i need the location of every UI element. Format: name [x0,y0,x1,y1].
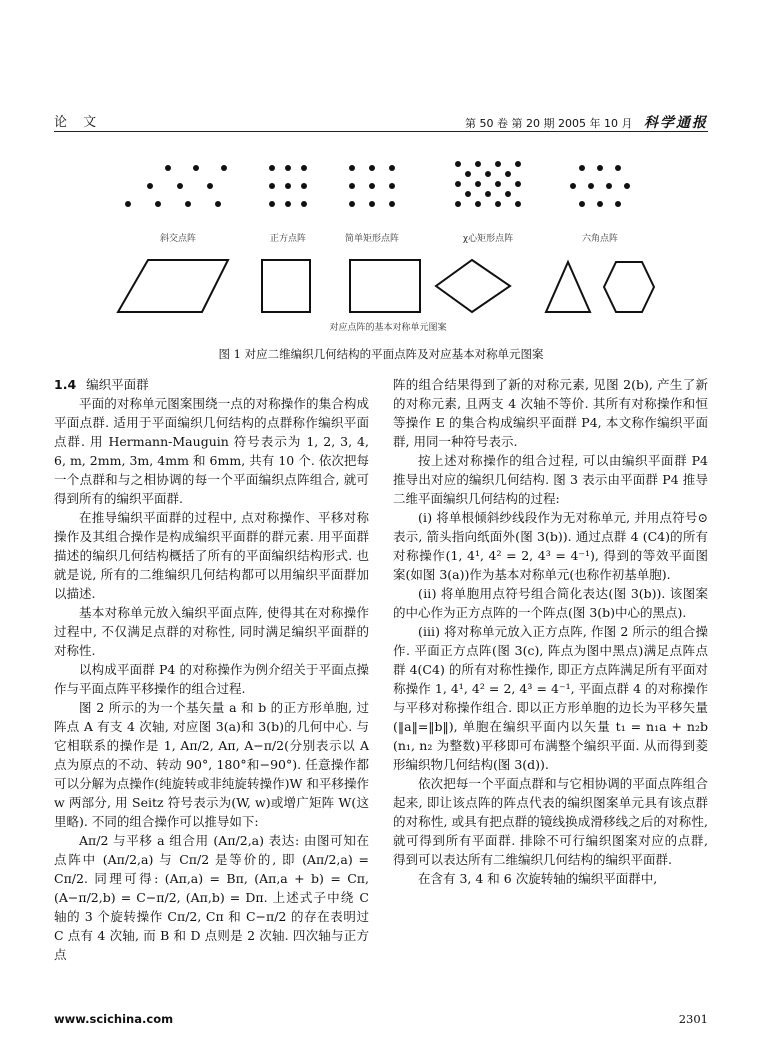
rectangular-lattice-dots [349,165,395,207]
issue-info [465,112,708,132]
page-number: 2301 [678,1012,708,1026]
paragraph: (ⅲ) 将对称单元放入正方点阵, 作图 2 所示的组合操作. 平面正方点阵(图 3(c), 阵点为图中黑点)满足点阵点群 4(C4) 的所有对称性操作, 即正方点阵满足所有平面对称操作 1, 4¹, 4² = 2, 4³ = 4⁻¹, 平面点群 4 的对称操作与平移对称操作组合. 即以正方形单胞的边长为平移矢量 (‖a‖=‖b‖), 单胞在编织平面内以矢量 t₁ = n₁a + n₂b (n₁, n₂ 为整数)平移即可布满整个编织平面. 从而得到菱形编织物几何结构(图 3(d)). [393,624,708,772]
paragraph: (ⅱ) 将单胞用点符号组合简化表达(图 3(b)). 该图案的中心作为正方点阵的一个阵点(图 3(b)中心的黑点). [393,586,708,620]
right-column [393,375,708,888]
rhombus-shape [436,260,510,312]
left-column [54,375,369,964]
lattice-label-oblique: 斜交点阵 [159,234,197,244]
unit-shapes [118,260,654,312]
paragraph: (ⅰ) 将单根倾斜纱线段作为无对称单元, 并用点符号⊙表示, 箭头指向纸面外(图 3(b)). 通过点群 4 (C4)的所有对称操作(1, 4¹, 4² = 2, 4³ = 4⁻¹), 得到的等效平面图案(如图 3(a))作为基本对称单元(也称作初基单胞). [393,510,708,582]
hexagon-shape [604,262,654,312]
unit-pattern-caption: 对应点阵的基本对称单元图案 [329,323,447,333]
square-shape [262,260,310,312]
section-title: 编织平面群 [86,377,149,392]
rectangle-shape [350,260,420,312]
journal-name: 科学通报 [644,115,708,131]
paragraph: 在推导编织平面群的过程中, 点对称操作、平移对称操作及其组合操作是构成编织平面群的群元素. 用平面群描述的编织几何结构概括了所有的平面编织结构形式. 也就是说, 所有的二维编织几何结构都可以用编织平面群加以描述. [54,510,369,601]
page-header [54,109,708,132]
lattice-label-square: 正方点阵 [269,234,307,244]
paragraph: 以构成平面群 P4 的对称操作为例介绍关于平面点操作与平面点阵平移操作的组合过程. [54,662,369,696]
figure-caption: 图 1 对应二维编织几何结构的平面点阵及对应基本对称单元图案 [218,347,544,361]
paragraph: 基本对称单元放入编织平面点阵, 使得其在对称操作过程中, 不仅满足点群的对称性, 同时满足编织平面群的对称性. [54,605,369,658]
section-label: 论 文 [54,115,103,130]
paragraph: 依次把每一个平面点群和与它相协调的平面点阵组合起来, 即让该点阵的阵点代表的编织图案单元具有该点群的对称性, 或具有把点群的镜线换成滑移线之后的对称性, 就可得到所有平面群. 排除不可行编织图案对应的点群, 得到可以表达所有二维编织几何结构的编织平面群. [393,776,708,867]
square-lattice-dots [269,165,307,207]
journal-url: www.scichina.com [54,1012,174,1026]
paragraph: 按上述对称操作的组合过程, 可以由编织平面群 P4 推导出对应的编织几何结构. 图 3 表示由平面群 P4 推导二维平面编织几何结构的过程: [393,453,708,506]
paragraph: 图 2 所示的为一个基矢量 a 和 b 的正方形单胞, 过阵点 A 有支 4 次轴, 对应图 3(a)和 3(b)的几何中心. 与它相联系的操作是 1, Aπ/2, Aπ, A−π/2(分别表示以 A 点为原点的不动、转动 90°, 180°和−90°). 任意操作都可以分解为点操作(纯旋转或非纯旋转操作)W 和平移操作 w 两部分, 用 Seitz 符号表示为(W, w)或增广矩阵 W(这里略). 不同的组合操作可以推导如下: [54,700,369,829]
lattice-label-hexagonal: 六角点阵 [581,234,619,244]
issue-text: 第 50 卷 第 20 期 2005 年 10 月 [465,117,633,130]
triangle-shape [546,262,590,312]
section-number: 1.4 [54,377,77,392]
lattice-figure [100,150,680,350]
lattice-label-rectangular: 简单矩形点阵 [344,234,400,244]
paragraph: 在含有 3, 4 和 6 次旋转轴的编织平面群中, [418,871,658,886]
paragraph: Aπ/2 与平移 a 组合用 (Aπ/2,a) 表达: 由图可知在点阵中 (Aπ/2,a) 与 Cπ/2 是等价的, 即 (Aπ/2,a) = Cπ/2. 同理可得: (Aπ,a) = Bπ, (Aπ,a + b) = Cπ, (A−π/2,b) = C−π/2, (Aπ,b) = Dπ. 上述式子中绕 C 轴的 3 个旋转操作 Cπ/2, Cπ 和 C−π/2 的存在表明过 C 点有 4 次轴, 而 B 和 D 点则是 2 次轴. 四次轴与正方点 [54,833,369,962]
section-heading [54,375,369,394]
oblique-lattice-dots [125,165,227,207]
parallelogram-shape [118,260,228,312]
lattice-label-centered-rectangular: χ心矩形点阵 [462,234,514,244]
figure-1 [100,150,680,350]
centered-rectangular-lattice-dots [455,161,521,207]
hexagonal-lattice-dots [570,165,630,207]
paragraph: 阵的组合结果得到了新的对称元素, 见图 2(b), 产生了新的对称元素, 且两支 4 次轴不等价. 其所有对称操作和恒等操作 E 的集合构成编织平面群 P4, 本文称作编织平面群, 用同一种符号表示. [393,377,708,449]
paragraph: 平面的对称单元图案围绕一点的对称操作的集合构成平面点群. 适用于平面编织几何结构的点群称作编织平面点群. 用 Hermann-Mauguin 符号表示为 1, 2, 3, 4, 6, m, 2mm, 3m, 4mm 和 6mm, 共有 10 个. 依次把每一个点群和与之相协调的每一个平面编织点阵组合, 就可得到所有的编织平面群. [54,396,369,506]
